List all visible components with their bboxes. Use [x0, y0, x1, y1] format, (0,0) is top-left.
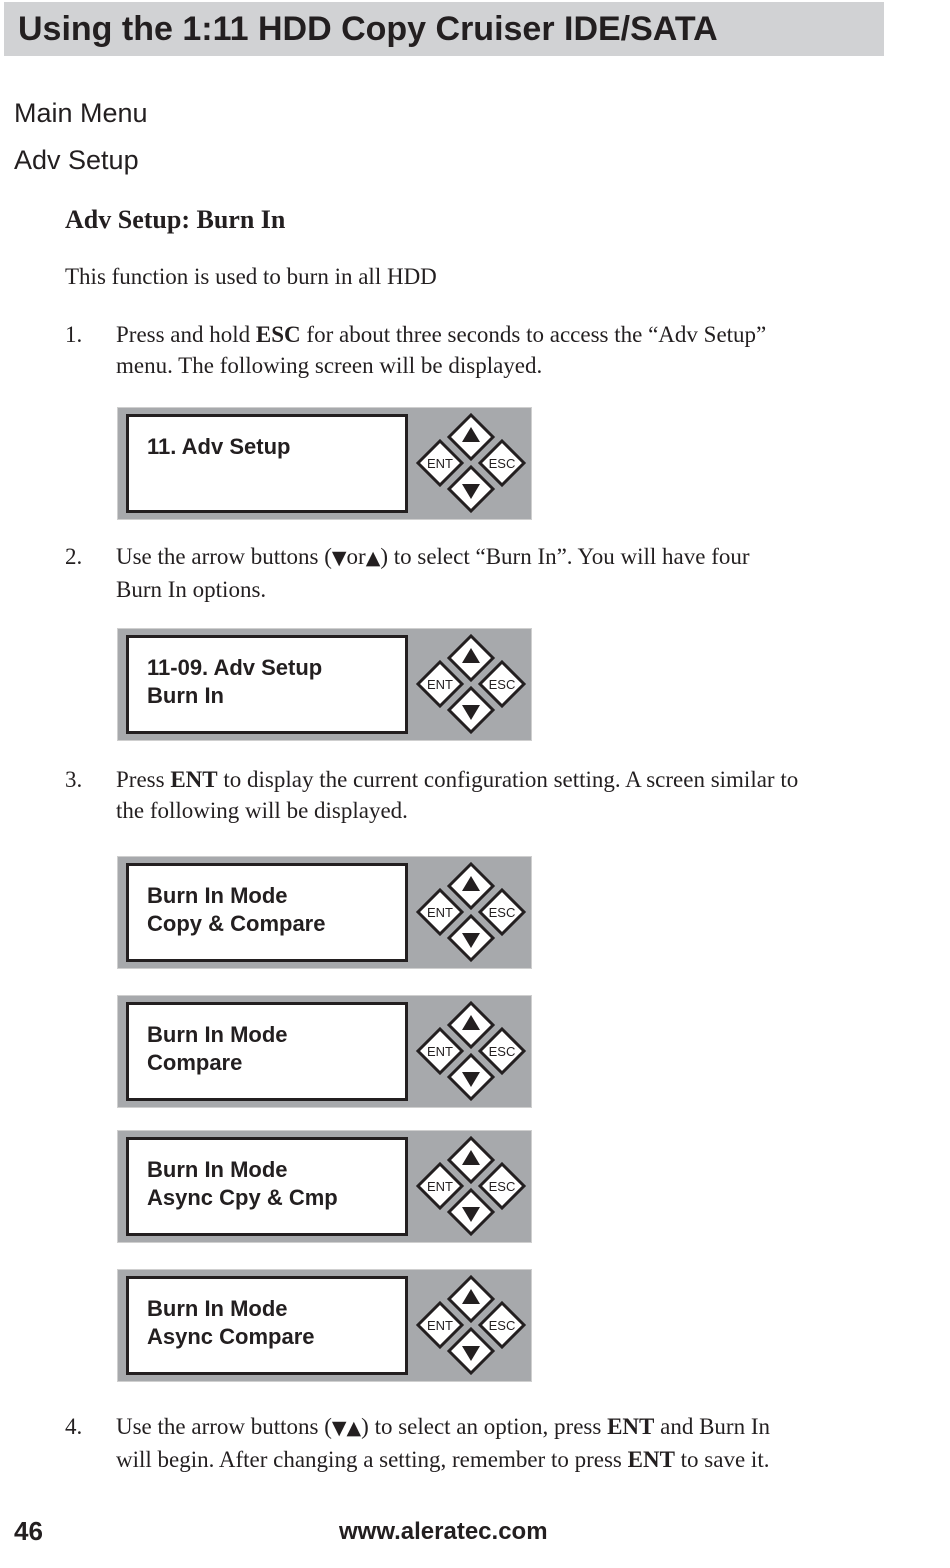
ent-key [418, 441, 462, 485]
down-arrow-icon [449, 916, 493, 960]
svg-text:ENT: ENT [427, 905, 453, 920]
up-arrow-icon [449, 415, 493, 459]
keypad [414, 634, 528, 734]
lcd-line-2: Async Cpy & Cmp [147, 1185, 338, 1210]
svg-text:ESC: ESC [488, 1044, 516, 1059]
lcd-panel [118, 996, 531, 1107]
lcd-screen [126, 863, 408, 962]
lcd-line-2: Async Compare [147, 1324, 315, 1349]
down-arrow-icon [449, 1055, 493, 1099]
svg-text:ENT: ENT [427, 1179, 453, 1194]
step-number: 1. [65, 322, 83, 347]
svg-text:ENT: ENT [427, 1044, 453, 1059]
section-title: Adv Setup: Burn In [65, 205, 286, 234]
lcd-screen [126, 1276, 408, 1375]
ent-key [418, 1303, 462, 1347]
lcd-line-1: Burn In Mode [147, 1157, 288, 1182]
keypad [414, 862, 528, 962]
breadcrumb-adv-setup: Adv Setup [14, 145, 139, 175]
up-arrow-icon [449, 636, 493, 680]
footer-url: www.aleratec.com [339, 1518, 548, 1545]
esc-key [480, 890, 524, 934]
lcd-panel [118, 629, 531, 740]
step-number: 2. [65, 544, 83, 569]
lcd-line-2: Burn In [147, 683, 224, 708]
svg-text:ESC: ESC [488, 456, 516, 471]
svg-text:ENT: ENT [427, 677, 453, 692]
step-text: Use the arrow buttons (▼or▲) to select “Burn In”. You will have four Burn In options. [116, 544, 750, 602]
lcd-line-1: 11. Adv Setup [147, 434, 291, 459]
step-text: Press and hold ESC for about three seconds to access the “Adv Setup” menu. The following screen will be displayed. [116, 322, 767, 378]
lcd-line-2: Copy & Compare [147, 911, 326, 936]
svg-text:ESC: ESC [488, 905, 516, 920]
down-arrow-icon: ▼ [331, 1417, 347, 1439]
keypad [414, 1275, 528, 1375]
section-intro: This function is used to burn in all HDD [65, 264, 437, 289]
lcd-panel [118, 1270, 531, 1381]
page-number: 46 [14, 1516, 43, 1546]
lcd-screen [126, 635, 408, 734]
lcd-screen [126, 1002, 408, 1101]
ent-key [418, 1029, 462, 1073]
step-number: 4. [65, 1414, 83, 1439]
down-arrow-icon [449, 1190, 493, 1234]
down-arrow-icon: ▼ [331, 547, 347, 569]
svg-text:ESC: ESC [488, 677, 516, 692]
lcd-panel [118, 857, 531, 968]
lcd-line-1: Burn In Mode [147, 1296, 288, 1321]
lcd-line-2: Compare [147, 1050, 243, 1075]
step-text: Press ENT to display the current configuration setting. A screen similar to the following will be displayed. [116, 767, 799, 823]
up-arrow-icon [449, 864, 493, 908]
up-arrow-icon [449, 1138, 493, 1182]
step-number: 3. [65, 767, 83, 792]
ent-key [418, 890, 462, 934]
esc-key [480, 662, 524, 706]
up-arrow-icon: ▲ [365, 547, 381, 569]
breadcrumb-main-menu: Main Menu [14, 98, 148, 128]
lcd-screen [126, 1137, 408, 1236]
step-text: Use the arrow buttons (▼▲) to select an option, press ENT and Burn In will begin. After changing a setting, remember to press ENT to save it. [116, 1414, 770, 1472]
svg-text:ESC: ESC [488, 1179, 516, 1194]
lcd-panel [118, 408, 531, 519]
down-arrow-icon [449, 688, 493, 732]
esc-key [480, 1164, 524, 1208]
keypad [414, 1001, 528, 1101]
up-arrow-icon: ▲ [346, 1417, 362, 1439]
page-header-bar [4, 2, 884, 56]
up-arrow-icon [449, 1277, 493, 1321]
keypad [414, 413, 528, 513]
lcd-line-1: Burn In Mode [147, 883, 288, 908]
down-arrow-icon [449, 467, 493, 511]
up-arrow-icon [449, 1003, 493, 1047]
lcd-panel [118, 1131, 531, 1242]
svg-text:ESC: ESC [488, 1318, 516, 1333]
svg-text:ENT: ENT [427, 1318, 453, 1333]
esc-key [480, 1029, 524, 1073]
ent-key [418, 1164, 462, 1208]
lcd-screen [126, 414, 408, 513]
lcd-line-1: 11-09. Adv Setup [147, 655, 323, 680]
esc-key [480, 1303, 524, 1347]
keypad [414, 1136, 528, 1236]
lcd-line-1: Burn In Mode [147, 1022, 288, 1047]
down-arrow-icon [449, 1329, 493, 1373]
esc-key [480, 441, 524, 485]
svg-text:ENT: ENT [427, 456, 453, 471]
ent-key [418, 662, 462, 706]
page-title: Using the 1:11 HDD Copy Cruiser IDE/SATA [18, 10, 718, 48]
